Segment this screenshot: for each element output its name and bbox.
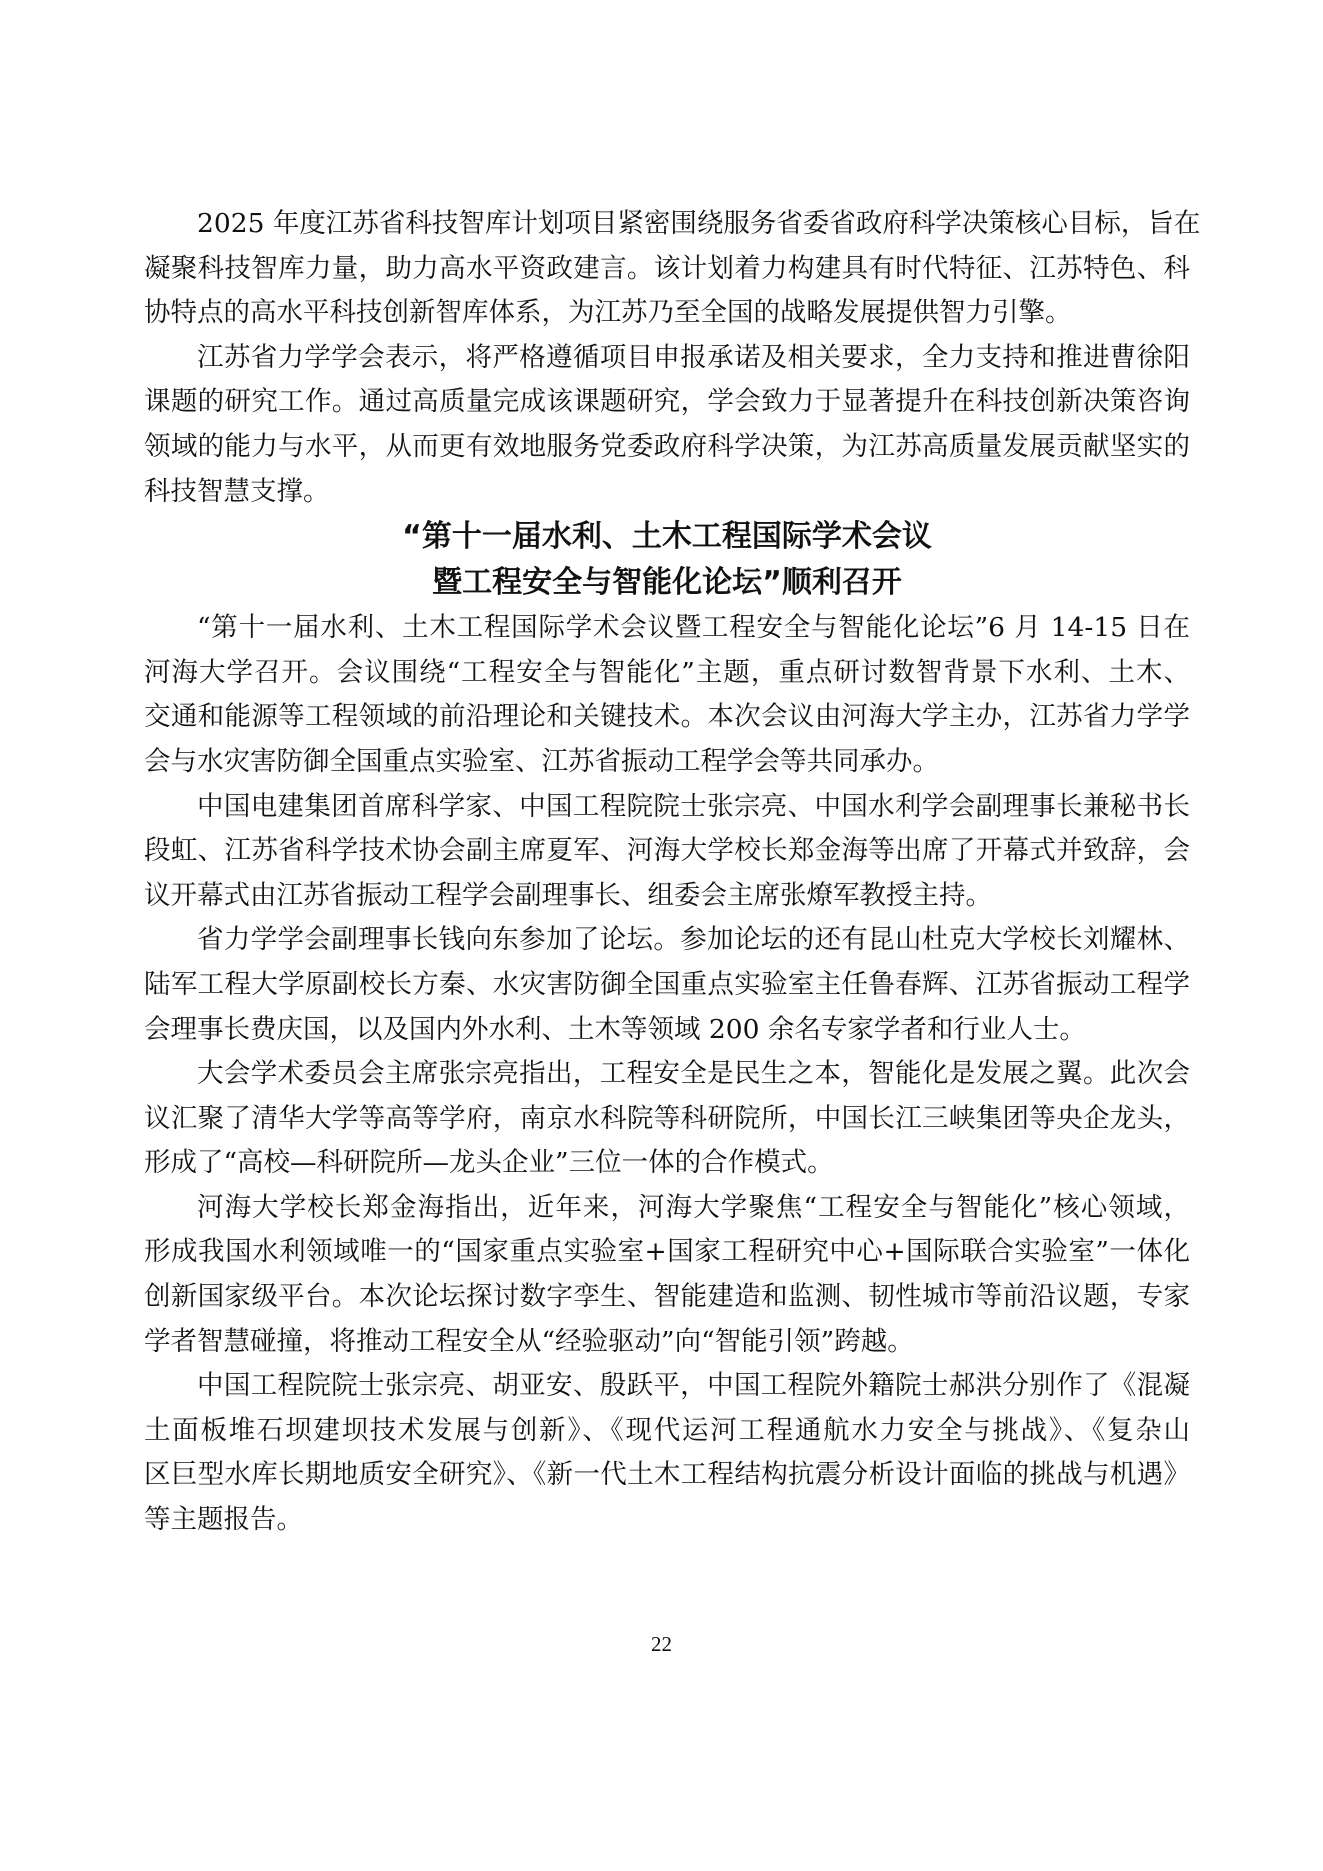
text-line: 区巨型水库长期地质安全研究》、《新一代土木工程结构抗震分析设计面临的挑战与机遇》	[144, 1459, 1190, 1491]
text-line: 中国电建集团首席科学家、中国工程院院士张宗亮、中国水利学会副理事长兼秘书长	[197, 790, 1190, 822]
text-line: 等主题报告。	[144, 1504, 303, 1536]
text-line: 凝聚科技智库力量，助力高水平资政建言。该计划着力构建具有时代特征、江苏特色、科	[144, 252, 1190, 284]
paragraph	[144, 606, 1190, 784]
text-line: 创新国家级平台。本次论坛探讨数字孪生、智能建造和监测、韧性城市等前沿议题，专家	[144, 1281, 1190, 1313]
text-line: 河海大学校长郑金海指出，近年来，河海大学聚焦“工程安全与智能化”核心领域，	[197, 1191, 1190, 1223]
text-line: 省力学学会副理事长钱向东参加了论坛。参加论坛的还有昆山杜克大学校长刘耀林、	[197, 924, 1190, 956]
text-line: 交通和能源等工程领域的前沿理论和关键技术。本次会议由河海大学主办，江苏省力学学	[144, 701, 1190, 733]
text-line: 大会学术委员会主席张宗亮指出，工程安全是民生之本，智能化是发展之翼。此次会	[197, 1058, 1190, 1090]
text-line: 河海大学召开。会议围绕“工程安全与智能化”主题，重点研讨数智背景下水利、土木、	[144, 656, 1190, 688]
text-line: 学者智慧碰撞，将推动工程安全从“经验驱动”向“智能引领”跨越。	[144, 1325, 914, 1357]
text-line: 形成了“高校—科研院所—龙头企业”三位一体的合作模式。	[144, 1147, 834, 1179]
text-line: 会与水灾害防御全国重点实验室、江苏省振动工程学会等共同承办。	[144, 745, 939, 777]
paragraph	[144, 785, 1190, 919]
text-line: 形成我国水利领域唯一的“国家重点实验室+国家工程研究中心+国际联合实验室”一体化	[144, 1236, 1190, 1268]
text-line: “第十一届水利、土木工程国际学术会议暨工程安全与智能化论坛”6 月 14-15 日在	[197, 612, 1190, 644]
paragraph	[144, 1364, 1190, 1542]
paragraph	[144, 1186, 1190, 1364]
text-line: 科技智慧支撑。	[144, 475, 330, 507]
article-title	[144, 514, 1190, 606]
text-line: 陆军工程大学原副校长方秦、水灾害防御全国重点实验室主任鲁春辉、江苏省振动工程学	[144, 968, 1190, 1000]
text-line: 2025 年度江苏省科技智库计划项目紧密围绕服务省委省政府科学决策核心目标，旨在	[197, 208, 1201, 239]
paragraph	[144, 336, 1190, 514]
text-line: 江苏省力学学会表示，将严格遵循项目申报承诺及相关要求，全力支持和推进曹徐阳	[197, 341, 1190, 373]
text-line: 议汇聚了清华大学等高等学府，南京水科院等科研院所，中国长江三峡集团等央企龙头，	[144, 1102, 1190, 1134]
page-content	[144, 202, 1201, 1543]
paragraph	[144, 202, 1201, 336]
text-line: 课题的研究工作。通过高质量完成该课题研究，学会致力于显著提升在科技创新决策咨询	[144, 386, 1190, 418]
text-line: 领域的能力与水平，从而更有效地服务党委政府科学决策，为江苏高质量发展贡献坚实的	[144, 430, 1190, 462]
paragraph	[144, 1052, 1190, 1186]
text-line: 会理事长费庆国，以及国内外水利、土木等领域 200 余名专家学者和行业人士。	[144, 1013, 1086, 1045]
text-line: 段虹、江苏省科学技术协会副主席夏军、河海大学校长郑金海等出席了开幕式并致辞，会	[144, 835, 1190, 867]
text-line: 土面板堆石坝建坝技术发展与创新》、《现代运河工程通航水力安全与挑战》、《复杂山	[144, 1414, 1190, 1446]
text-line: 中国工程院院士张宗亮、胡亚安、殷跃平，中国工程院外籍院士郝洪分别作了《混凝	[197, 1370, 1190, 1402]
page-number: 22	[651, 1632, 672, 1656]
article-title-line: “第十一届水利、土木工程国际学术会议	[402, 519, 932, 555]
text-line: 协特点的高水平科技创新智库体系，为江苏乃至全国的战略发展提供智力引擎。	[144, 297, 1072, 329]
text-line: 议开幕式由江苏省振动工程学会副理事长、组委会主席张燎军教授主持。	[144, 879, 992, 911]
article-title-line: 暨工程安全与智能化论坛”顺利召开	[432, 565, 902, 601]
paragraph	[144, 918, 1190, 1052]
